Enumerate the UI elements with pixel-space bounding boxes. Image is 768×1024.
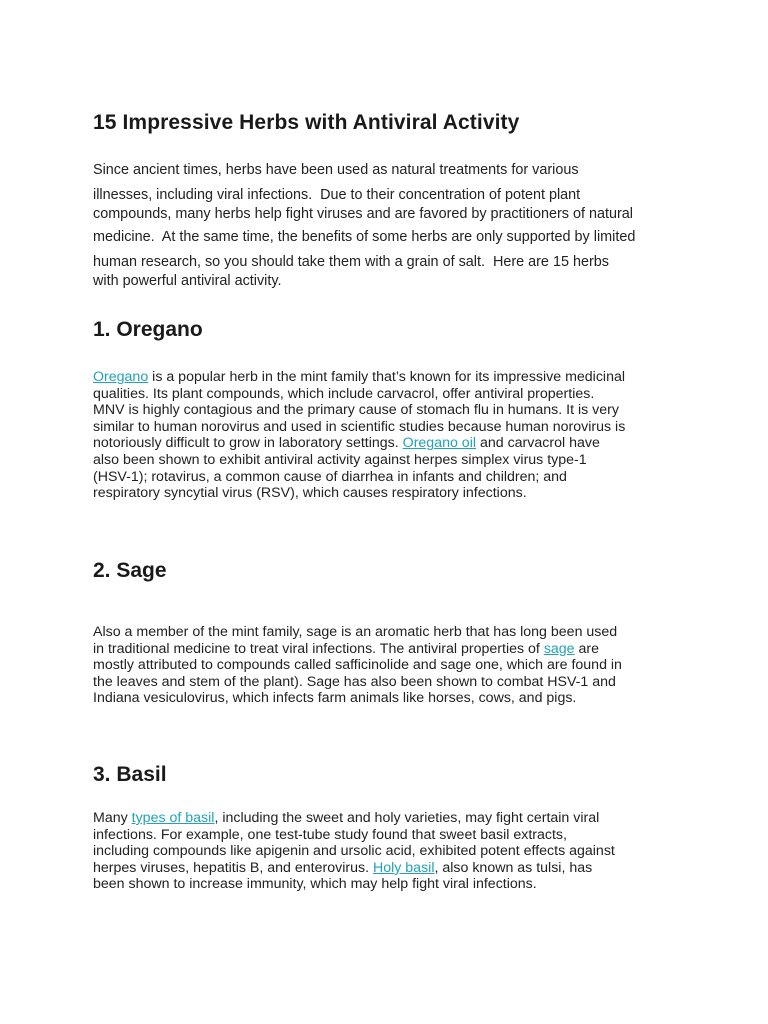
paragraph-line [93,641,693,658]
paragraph-text: , including the sweet and holy varieties, may fight certain viral [214,810,600,826]
paragraph-line: also been shown to exhibit antiviral activity against herpes simplex virus type-1 [93,451,587,468]
sage-link[interactable]: sage [543,640,575,657]
oregano-link[interactable]: Oregano [93,369,149,385]
section-body-oregano [93,369,693,502]
section-heading-basil: 3. Basil [93,763,167,786]
section-body-sage [93,624,693,707]
intro-line: medicine. At the same time, the benefits of some herbs are only supported by limited [93,229,636,245]
paragraph-line: similar to human norovirus and used in scientific studies because human norovirus is [93,418,626,435]
holy-basil-link[interactable]: Holy basil [372,859,435,876]
paragraph-line [93,860,693,877]
section-heading-sage: 2. Sage [93,559,167,582]
paragraph-line: the leaves and stem of the plant). Sage has also been shown to combat HSV-1 and [93,673,616,690]
types-of-basil-link[interactable]: types of basil [131,810,215,826]
intro-line: Since ancient times, herbs have been used as natural treatments for various [93,162,579,178]
intro-line: illnesses, including viral infections. Due to their concentration of potent plant [93,187,581,203]
section-body-basil [93,810,693,893]
paragraph-text: Many [93,810,132,826]
paragraph-line [93,369,693,386]
oregano-oil-link[interactable]: Oregano oil [402,435,477,452]
paragraph-text: , also known as tulsi, has [434,859,593,876]
section-heading-oregano: 1. Oregano [93,318,203,341]
paragraph-text: notoriously difficult to grow in laboratory settings. [93,435,403,452]
paragraph-line: mostly attributed to compounds called safficinolide and sage one, which are found in [93,657,622,674]
paragraph-line [93,435,693,452]
paragraph-line [93,810,693,827]
page-title: 15 Impressive Herbs with Antiviral Activity [93,111,520,134]
paragraph-text: is a popular herb in the mint family that’s known for its impressive medicinal [148,369,626,385]
paragraph-line: Indiana vesiculovirus, which infects farm animals like horses, cows, and pigs. [93,690,577,707]
paragraph-line: respiratory syncytial virus (RSV), which causes respiratory infections. [93,485,527,502]
paragraph-text: and carvacrol have [476,435,600,452]
paragraph-text: in traditional medicine to treat viral infections. The antiviral properties of [93,640,544,657]
intro-line: compounds, many herbs help fight viruses and are favored by practitioners of natural [93,206,633,222]
paragraph-line: been shown to increase immunity, which may help fight viral infections. [93,876,537,893]
paragraph-line: MNV is highly contagious and the primary cause of stomach flu in humans. It is very [93,402,619,419]
intro-line: human research, so you should take them with a grain of salt. Here are 15 herbs [93,254,609,270]
paragraph-line: infections. For example, one test-tube study found that sweet basil extracts, [93,826,567,843]
paragraph-text: herpes viruses, hepatitis B, and enterovirus. [93,859,373,876]
paragraph-line: (HSV-1); rotavirus, a common cause of diarrhea in infants and children; and [93,468,567,485]
paragraph-line: Also a member of the mint family, sage is an aromatic herb that has long been used [93,624,618,640]
paragraph-text: are [574,640,600,657]
paragraph-line: including compounds like apigenin and ursolic acid, exhibited potent effects against [93,843,615,860]
paragraph-line: qualities. Its plant compounds, which include carvacrol, offer antiviral properties. [93,385,595,402]
intro-line: with powerful antiviral activity. [93,273,282,289]
